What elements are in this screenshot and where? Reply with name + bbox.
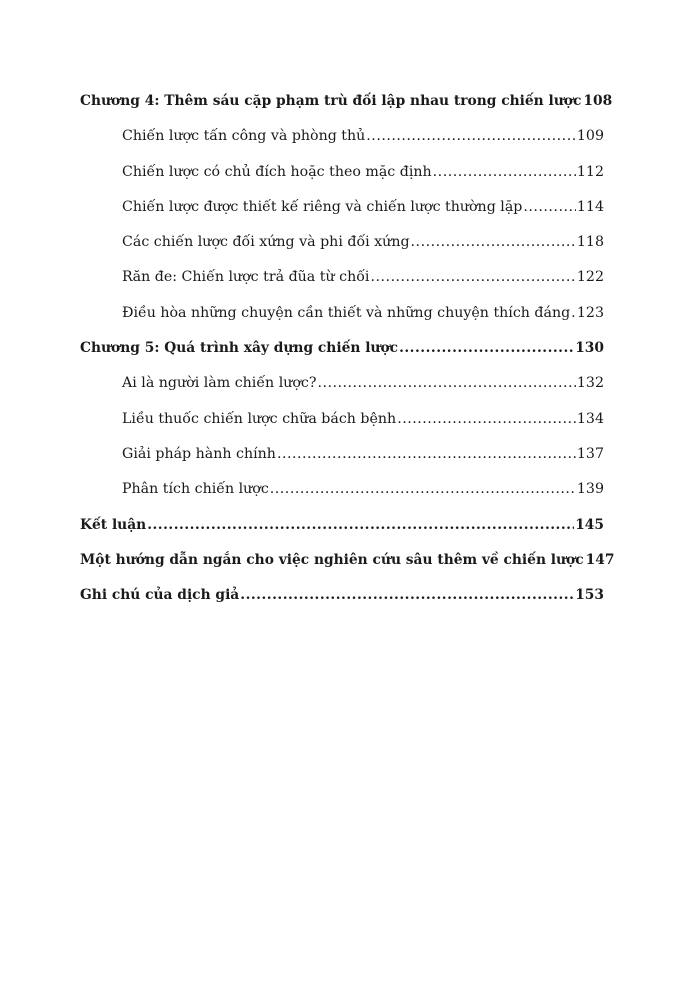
dot-leader <box>277 443 576 465</box>
toc-entry-page: 122 <box>576 269 604 286</box>
dot-leader <box>240 584 574 606</box>
toc-entry-title: Liều thuốc chiến lược chữa bách bệnh <box>122 410 397 427</box>
dot-leader <box>370 266 575 288</box>
toc-section-entry[interactable] <box>80 478 604 513</box>
dot-leader <box>397 408 576 430</box>
toc-entry-page: 118 <box>576 234 604 251</box>
dot-leader <box>317 372 575 394</box>
dot-leader <box>411 231 576 253</box>
toc-chapter-entry[interactable] <box>80 337 604 372</box>
toc-entry-page: 134 <box>576 410 604 427</box>
dot-leader <box>523 196 576 218</box>
toc-entry-page: 123 <box>576 304 604 321</box>
dot-leader <box>399 337 574 359</box>
toc-section-entry[interactable] <box>80 231 604 266</box>
toc-entry-page: 112 <box>576 163 604 180</box>
toc-chapter-entry[interactable] <box>80 584 604 619</box>
toc-section-entry[interactable] <box>80 266 604 301</box>
toc-entry-page: 130 <box>575 340 604 357</box>
toc-section-entry[interactable] <box>80 408 604 443</box>
toc-entry-title: Chương 5: Quá trình xây dựng chiến lược <box>80 340 399 357</box>
toc-entry-page: 153 <box>575 587 604 604</box>
toc-section-entry[interactable] <box>80 302 604 337</box>
dot-leader <box>571 302 576 324</box>
toc-entry-title: Răn đe: Chiến lược trả đũa từ chối <box>122 269 370 286</box>
toc-entry-title: Các chiến lược đối xứng và phi đối xứng <box>122 234 410 251</box>
toc-entry-title: Chiến lược được thiết kế riêng và chiến lược thường lặp <box>122 198 523 215</box>
toc-entry-page: 108 <box>583 93 613 109</box>
toc-chapter-entry[interactable] <box>80 549 615 584</box>
toc-entry-page: 145 <box>575 516 604 533</box>
toc-entry-page: 137 <box>576 445 604 462</box>
toc-entry-page: 139 <box>576 481 604 498</box>
toc-entry-title: Ghi chú của dịch giả <box>80 587 240 604</box>
table-of-contents <box>80 90 615 619</box>
toc-entry-title: Chiến lược có chủ đích hoặc theo mặc định <box>122 163 432 180</box>
toc-entry-title: Ai là người làm chiến lược? <box>122 375 317 392</box>
toc-section-entry[interactable] <box>80 196 604 231</box>
toc-chapter-entry[interactable] <box>80 514 604 549</box>
toc-entry-title: Phân tích chiến lược <box>122 481 269 498</box>
toc-entry-title: Chiến lược tấn công và phòng thủ <box>122 128 366 145</box>
toc-section-entry[interactable] <box>80 161 604 196</box>
dot-leader <box>147 514 574 536</box>
toc-entry-title: Một hướng dẫn ngắn cho việc nghiên cứu sâu thêm về chiến lược <box>80 551 584 568</box>
toc-entry-page: 109 <box>576 128 604 145</box>
toc-entry-title: Giải pháp hành chính <box>122 445 276 462</box>
toc-section-entry[interactable] <box>80 372 604 407</box>
toc-entry-title: Kết luận <box>80 516 147 533</box>
dot-leader <box>366 125 576 147</box>
toc-entry-page: 147 <box>585 551 615 568</box>
toc-entry-page: 132 <box>576 375 604 392</box>
toc-entry-page: 114 <box>576 198 604 215</box>
toc-entry-title: Chương 4: Thêm sáu cặp phạm trù đối lập nhau trong chiến lược <box>80 93 582 109</box>
toc-chapter-entry[interactable] <box>80 90 613 125</box>
toc-entry-title: Điều hòa những chuyện cần thiết và những chuyện thích đáng <box>122 304 571 321</box>
dot-leader <box>270 478 576 500</box>
dot-leader <box>433 161 576 183</box>
toc-section-entry[interactable] <box>80 443 604 478</box>
toc-section-entry[interactable] <box>80 125 604 160</box>
